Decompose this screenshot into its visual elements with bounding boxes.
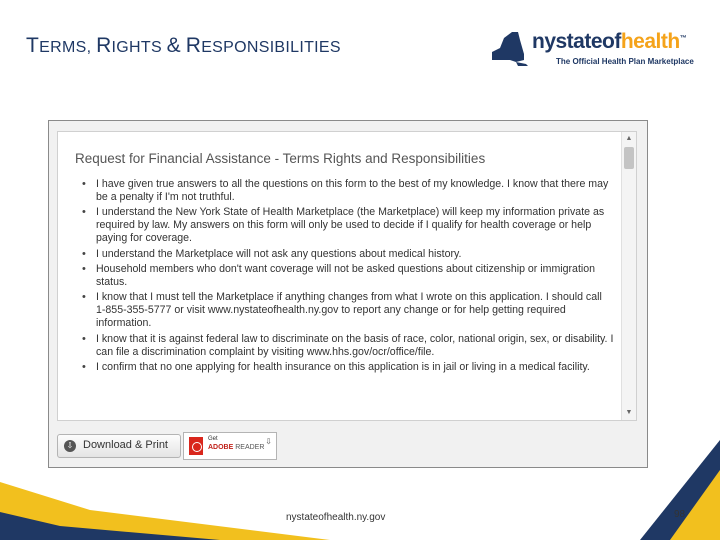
- list-item: • I know that I must tell the Marketplace if anything changes from what I wrote on this application. I should call 1-855-355-5777 or visit www.nystateofhealth.ny.gov to report any change or for help getting required information.: [96, 291, 614, 330]
- list-item: • I know that it is against federal law to discriminate on the basis of race, color, national origin, sex, or disability. I can file a discrimination complaint by visiting www.hhs.gov/ocr/office/file.: [96, 333, 614, 359]
- title-rest-1: ERMS,: [39, 39, 97, 56]
- download-arrow-icon: ⇩: [265, 437, 272, 446]
- adobe-product-label: READER: [235, 444, 265, 451]
- adobe-brand-label: ADOBE: [208, 444, 234, 451]
- adobe-get-label: Get: [208, 436, 218, 442]
- scrollbar-thumb[interactable]: [624, 147, 634, 169]
- logo-wordmark-main: nystateof: [532, 30, 621, 53]
- download-print-label: Download & Print: [83, 439, 168, 451]
- scroll-down-arrow-icon[interactable]: ▼: [625, 409, 633, 416]
- title-rest-2: IGHTS: [111, 39, 167, 56]
- list-item: • Household members who don't want coverage will not be asked questions about citizenship or immigration status.: [96, 263, 614, 289]
- footer-url: nystateofhealth.ny.gov: [286, 512, 386, 523]
- scroll-up-arrow-icon[interactable]: ▲: [625, 135, 633, 142]
- title-rest-4: ESPONSIBILITIES: [201, 39, 341, 56]
- embedded-screenshot: [48, 120, 648, 468]
- list-item: • I confirm that no one applying for health insurance on this application is in jail or living in a medical facility.: [96, 361, 614, 374]
- terms-list: [96, 178, 614, 376]
- logo-tagline: The Official Health Plan Marketplace: [556, 57, 694, 66]
- list-item: • I have given true answers to all the questions on this form to the best of my knowledge. I know that there may be a penalty if I'm not truthful.: [96, 178, 614, 204]
- list-item: • I understand the Marketplace will not ask any questions about medical history.: [96, 248, 614, 261]
- list-item: • I understand the New York State of Health Marketplace (the Marketplace) will keep my information private as required by law. My answers on this form will only be used to decide if I qualify for health coverage or help paying for coverage.: [96, 206, 614, 245]
- page-number: 98: [674, 509, 686, 520]
- title-initial-3: &: [166, 34, 181, 57]
- terms-panel-content: [58, 132, 620, 420]
- logo-wordmark: [532, 30, 686, 54]
- logo-wordmark-accent: health: [620, 30, 680, 53]
- slide-title: [26, 34, 341, 58]
- new-york-state-map-icon: [486, 26, 530, 70]
- logo-trademark: ™: [679, 35, 687, 42]
- nystateofhealth-logo: [486, 24, 698, 76]
- get-adobe-reader-button[interactable]: [183, 432, 277, 460]
- title-initial-2: R: [96, 34, 112, 57]
- download-print-button[interactable]: [57, 434, 181, 458]
- terms-panel: [57, 131, 637, 421]
- adobe-pdf-icon: [189, 437, 203, 455]
- vertical-scrollbar[interactable]: [621, 132, 636, 420]
- terms-heading: Request for Financial Assistance - Terms Rights and Responsibilities: [75, 151, 486, 166]
- download-icon: ⇩: [64, 440, 76, 452]
- title-initial-4: R: [185, 34, 202, 57]
- adobe-reader-label: [208, 444, 264, 451]
- title-initial-1: T: [26, 34, 40, 57]
